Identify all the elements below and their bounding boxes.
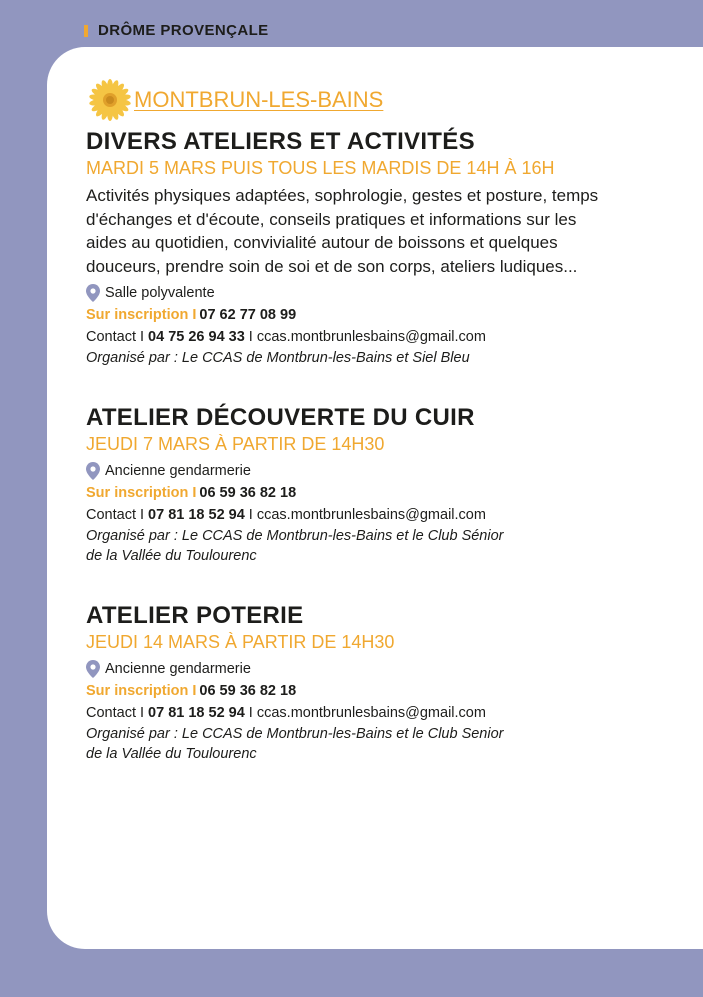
contact-email[interactable]: I ccas.montbrunlesbains@gmail.com <box>248 705 486 721</box>
location-pin-icon <box>86 462 100 480</box>
flower-icon <box>88 78 132 122</box>
event-contact <box>86 326 646 348</box>
town-heading <box>86 78 646 122</box>
contact-label: Contact I <box>86 507 145 523</box>
inscription-label: Sur inscription I <box>86 485 197 501</box>
event-location <box>86 282 646 304</box>
section-header <box>86 22 269 39</box>
inscription-label: Sur inscription I <box>86 307 197 323</box>
location-text: Ancienne gendarmerie <box>105 463 251 479</box>
event-title: DIVERS ATELIERS ET ACTIVITÉS <box>86 128 475 155</box>
town-name: MONTBRUN-LES-BAINS <box>134 87 384 112</box>
contact-phone[interactable]: 04 75 26 94 33 <box>148 329 245 345</box>
event-card <box>86 602 646 764</box>
event-location <box>86 460 646 482</box>
inscription-phone[interactable]: 06 59 36 82 18 <box>199 683 297 699</box>
contact-label: Contact I <box>86 329 145 345</box>
event-organizer-cont: de la Vallée du Toulourenc <box>86 746 257 762</box>
inscription-label: Sur inscription I <box>86 683 197 699</box>
location-text: Salle polyvalente <box>105 285 215 301</box>
event-organizer: Organisé par : Le CCAS de Montbrun-les-Bains et le Club Sénior <box>86 528 504 544</box>
contact-phone[interactable]: 07 81 18 52 94 <box>148 705 245 721</box>
location-text: Ancienne gendarmerie <box>105 661 251 677</box>
location-pin-icon <box>86 284 100 302</box>
contact-email[interactable]: I ccas.montbrunlesbains@gmail.com <box>248 329 486 345</box>
event-inscription <box>86 482 646 504</box>
header-accent-bar <box>84 25 88 37</box>
event-organizer: Organisé par : Le CCAS de Montbrun-les-Bains et Siel Bleu <box>86 350 470 366</box>
event-inscription <box>86 680 646 702</box>
event-title: ATELIER POTERIE <box>86 602 304 629</box>
event-date: JEUDI 7 MARS À PARTIR DE 14H30 <box>86 434 385 454</box>
event-location <box>86 658 646 680</box>
event-card <box>86 128 646 368</box>
event-organizer: Organisé par : Le CCAS de Montbrun-les-Bains et le Club Senior <box>86 726 504 742</box>
event-date: JEUDI 14 MARS À PARTIR DE 14H30 <box>86 632 395 652</box>
inscription-phone[interactable]: 06 59 36 82 18 <box>199 485 297 501</box>
event-description: Activités physiques adaptées, sophrologie, gestes et posture, temps d'échanges et d'écoute, conseils pratiques et informations sur les aides au quotidien, convivialité autour de boissons et quelques douceurs, prendre soin de soi et de son corps, ateliers ludiques... <box>86 186 599 276</box>
events-content <box>86 78 646 786</box>
event-card <box>86 404 646 566</box>
event-organizer-cont: de la Vallée du Toulourenc <box>86 548 257 564</box>
contact-phone[interactable]: 07 81 18 52 94 <box>148 507 245 523</box>
event-contact <box>86 702 646 724</box>
event-inscription <box>86 304 646 326</box>
inscription-phone[interactable]: 07 62 77 08 99 <box>199 307 297 323</box>
contact-label: Contact I <box>86 705 145 721</box>
event-contact <box>86 504 646 526</box>
location-pin-icon <box>86 660 100 678</box>
contact-email[interactable]: I ccas.montbrunlesbains@gmail.com <box>248 507 486 523</box>
region-label: DRÔME PROVENÇALE <box>98 22 269 39</box>
event-date: MARDI 5 MARS PUIS TOUS LES MARDIS DE 14H À 16H <box>86 158 555 178</box>
event-title: ATELIER DÉCOUVERTE DU CUIR <box>86 404 475 431</box>
